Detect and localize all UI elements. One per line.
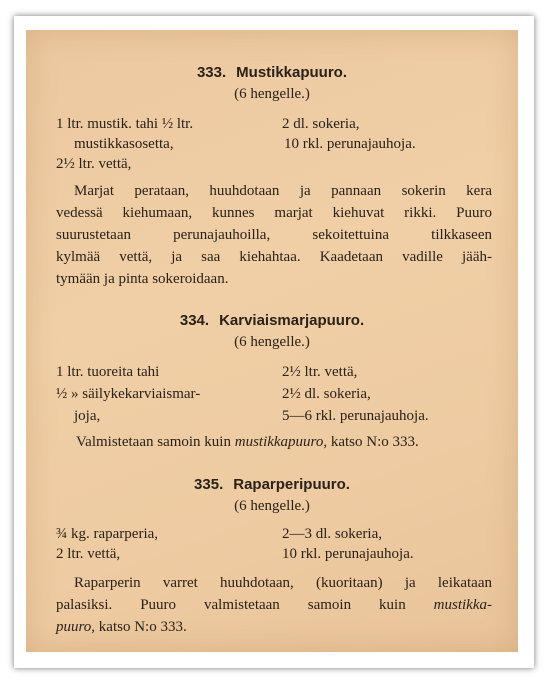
ingredient-left: ¾ kg. raparperia, xyxy=(56,526,159,542)
text-plain: Valmistetaan samoin kuin xyxy=(76,434,235,450)
recipe-instructions-335 xyxy=(56,572,492,638)
ingredient-left: 2 ltr. vettä, xyxy=(56,546,121,562)
ingredient-left: joja, xyxy=(74,408,101,424)
ingredient-right: 5—6 rkl. perunajauhoja. xyxy=(282,408,429,424)
book-page xyxy=(26,30,518,652)
ingredient-right: 2½ dl. sokeria, xyxy=(282,386,371,402)
ingredient-right: 10 rkl. perunajauhoja. xyxy=(284,136,416,152)
recipe-number: 335. xyxy=(194,476,224,493)
recipe-title: Mustikkapuuro. xyxy=(236,64,348,81)
text-line: Raparperin varret huuhdotaan, (kuoritaan) ja leikataan xyxy=(74,575,492,591)
text-line: kylmää vettä, ja saa kiehahtaa. Kaadetaan vadille jääh- xyxy=(56,249,492,265)
ingredient-left: 1 ltr. tuoreita tahi xyxy=(56,364,160,380)
text-plain: , katso N:o 333. xyxy=(91,619,187,635)
ingredient-right: 10 rkl. perunajauhoja. xyxy=(282,546,414,562)
text-line: Marjat perataan, huuhdotaan ja pannaan sokerin kera xyxy=(74,183,492,199)
recipe-serves: (6 hengelle.) xyxy=(234,334,310,350)
recipe-instructions-333 xyxy=(56,180,492,290)
recipe-number: 333. xyxy=(196,64,227,81)
ingredient-left: ½ » säilykekarviaismar- xyxy=(56,386,201,402)
ingredient-right: 2—3 dl. sokeria, xyxy=(282,526,382,542)
recipe-serves: (6 hengelle.) xyxy=(234,498,310,514)
text-plain: , katso N:o 333. xyxy=(323,434,419,450)
ingredient-left: 1 ltr. mustik. tahi ½ ltr. xyxy=(56,116,194,132)
recipe-serves: (6 hengelle.) xyxy=(234,86,310,102)
text-italic: mustikka- xyxy=(433,597,492,613)
text-line: vedessä kiehumaan, kunnes marjat kiehuvat rikki. Puuro xyxy=(56,205,492,221)
text-line: tymään ja pinta sokeroidaan. xyxy=(56,271,229,287)
text-line xyxy=(56,616,492,638)
text-line xyxy=(56,594,492,616)
recipe-heading-333 xyxy=(26,64,518,82)
text-italic: puuro xyxy=(56,619,92,635)
recipe-heading-334 xyxy=(26,312,518,330)
ingredient-left: 2½ ltr. vettä, xyxy=(56,156,132,172)
ingredient-right: 2½ ltr. vettä, xyxy=(282,364,358,380)
recipe-title: Raparperipuuro. xyxy=(233,476,350,493)
text-plain: palasiksi. Puuro valmistetaan samoin kuin xyxy=(56,597,434,613)
ingredient-left: mustikkasosetta, xyxy=(74,136,174,152)
recipe-title: Karviaismarjapuuro. xyxy=(219,312,365,329)
ingredient-right: 2 dl. sokeria, xyxy=(282,116,360,132)
recipe-heading-335 xyxy=(26,476,518,494)
text-line: suurustetaan perunajauhoilla, sekoitettuina tilkkaseen xyxy=(56,227,492,243)
recipe-instructions-334 xyxy=(76,434,419,451)
recipe-number: 334. xyxy=(179,312,210,329)
text-italic: mustikkapuuro xyxy=(234,434,324,450)
